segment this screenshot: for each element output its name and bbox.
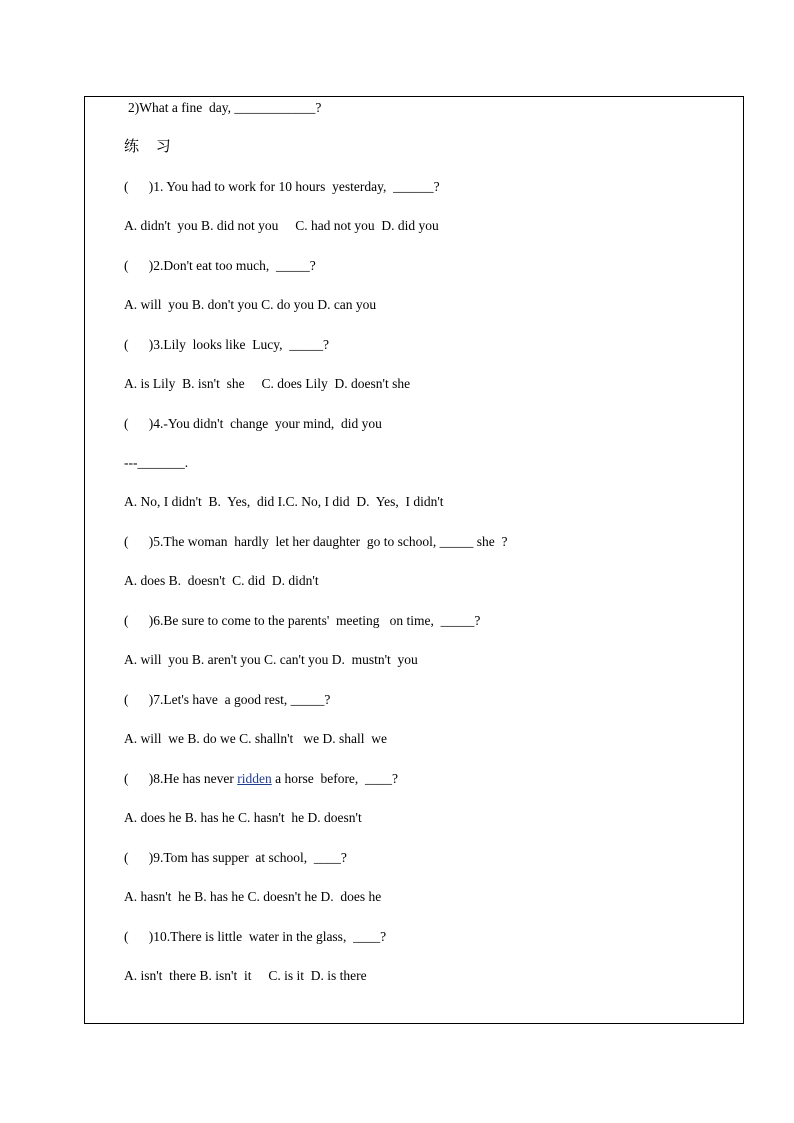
question-8-start: ( )8.He has never [124, 771, 234, 786]
options-5: A. does B. doesn't C. did D. didn't [124, 573, 319, 588]
question-2: ( )2.Don't eat too much, _____? [124, 258, 316, 273]
question-4-reply: ---_______. [124, 455, 189, 470]
options-1: A. didn't you B. did not you C. had not you D. did you [124, 218, 439, 233]
question-10: ( )10.There is little water in the glass, ____? [124, 929, 387, 944]
ridden-link[interactable]: ridden [237, 771, 272, 786]
question-8 [124, 771, 398, 787]
question-3: ( )3.Lily looks like Lucy, _____? [124, 337, 329, 352]
question-9: ( )9.Tom has supper at school, ____? [124, 850, 347, 865]
options-9: A. hasn't he B. has he C. doesn't he D. does he [124, 889, 382, 904]
question-6: ( )6.Be sure to come to the parents' meeting on time, _____? [124, 613, 481, 628]
options-7: A. will we B. do we C. shalln't we D. shall we [124, 731, 388, 746]
question-4: ( )4.-You didn't change your mind, did you [124, 416, 382, 431]
question-7: ( )7.Let's have a good rest, _____? [124, 692, 331, 707]
options-6: A. will you B. aren't you C. can't you D. mustn't you [124, 652, 418, 667]
worksheet-frame [84, 96, 744, 1024]
example-question-2: 2)What a fine day, ____________? [128, 100, 322, 115]
options-3: A. is Lily B. isn't she C. does Lily D. doesn't she [124, 376, 411, 391]
options-2: A. will you B. don't you C. do you D. can you [124, 297, 377, 312]
question-8-end: a horse before, ____? [271, 771, 399, 786]
question-5: ( )5.The woman hardly let her daughter go to school, _____ she ? [124, 534, 508, 549]
question-1: ( )1. You had to work for 10 hours yesterday, ______? [124, 179, 440, 194]
options-8: A. does he B. has he C. hasn't he D. doesn't [124, 810, 362, 825]
options-10: A. isn't there B. isn't it C. is it D. is there [124, 968, 367, 983]
practice-heading: 练 习 [124, 137, 177, 155]
options-4: A. No, I didn't B. Yes, did I.C. No, I did D. Yes, I didn't [124, 494, 444, 509]
